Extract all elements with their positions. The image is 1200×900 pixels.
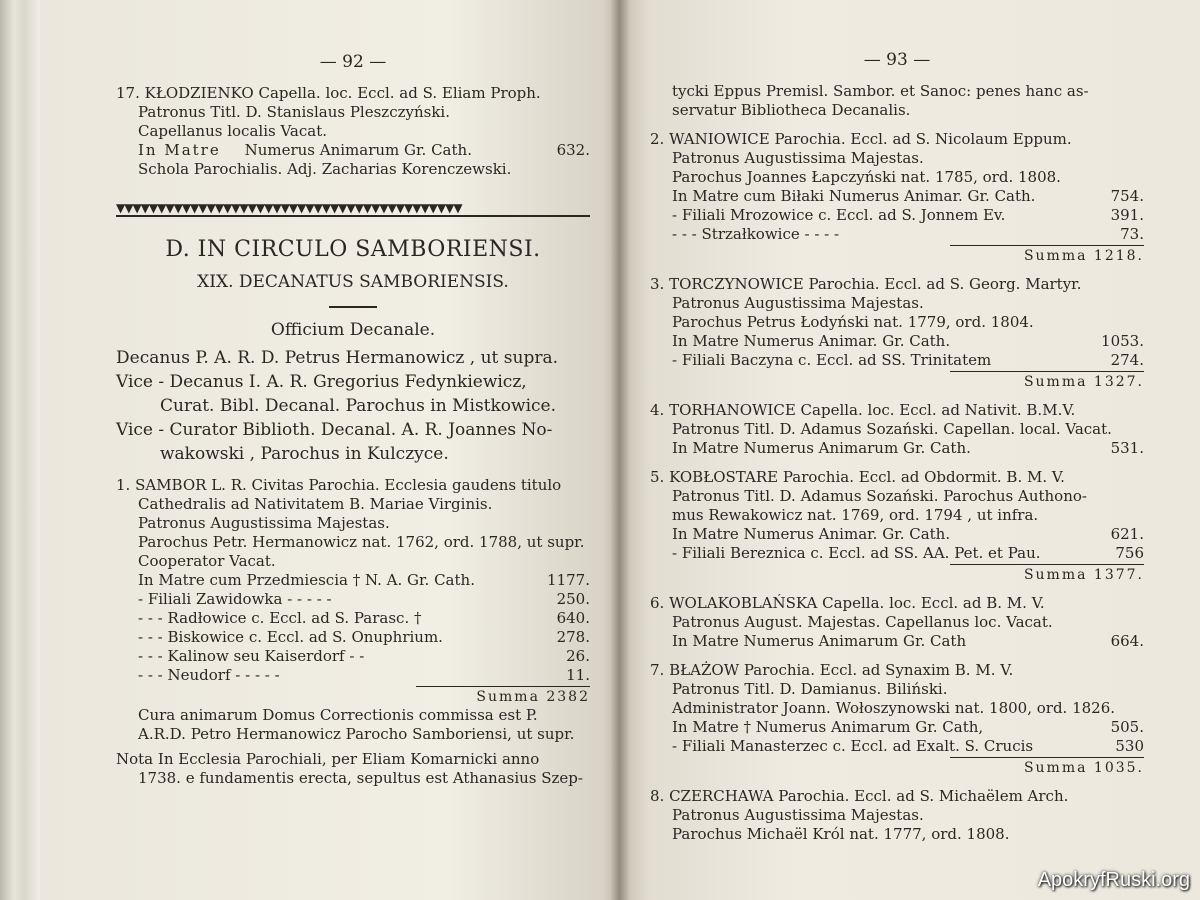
nota-block [116, 750, 590, 788]
soul-count: 756 [1115, 544, 1144, 562]
entry-line: Cura animarum Domus Correctionis commissa est P. [138, 706, 538, 724]
row-label: - - - Neudorf - - - - - [138, 666, 280, 684]
summa-total: Summa 1327. [950, 371, 1144, 391]
officium-line: Vice - Curator Biblioth. Decanal. A. R. Joannes No- [116, 420, 553, 440]
soul-count: 11. [566, 666, 590, 684]
entry-line: Patronus August. Majestas. Capellanus loc. Vacat. [672, 613, 1053, 631]
entry-line: servatur Bibliotheca Decanalis. [672, 101, 911, 119]
row-label: In Matre Numerus Animar. Gr. Cath. [672, 525, 951, 543]
entry-2 [650, 130, 1144, 265]
soul-count: 621. [1110, 525, 1144, 543]
entry-4 [650, 401, 1144, 458]
entry-line: Patronus Augustissima Majestas. [672, 806, 924, 824]
summa-total: Summa 1377. [950, 564, 1144, 584]
population-row [116, 628, 590, 647]
entry-17 [116, 84, 590, 179]
row-label: - Filiali Zawidowka - - - - - [138, 590, 332, 608]
soul-count: 278. [556, 628, 590, 646]
deanery-heading: XIX. DECANATUS SAMBORIENSIS. [197, 272, 509, 292]
entry-8 [650, 787, 1144, 844]
entry-3 [650, 275, 1144, 391]
entry-line: Patronus Augustissima Majestas. [672, 149, 924, 167]
row-label: In Matre Numerus Animarum Gr. Cath [672, 632, 967, 650]
entry-5 [650, 468, 1144, 584]
entry-line: Schola Parochialis. Adj. Zacharias Korenczewski. [138, 160, 512, 178]
row-label: - - - Strzałkowice - - - - [672, 225, 840, 243]
row-label: In Matre Numerus Animarum Gr. Cath. [672, 439, 971, 457]
population-row [116, 571, 590, 590]
entry-line: Patronus Titl. D. Stanislaus Pleszczyński. [138, 103, 450, 121]
matre-label: In Matre [138, 141, 221, 159]
row-label: In Matre Numerus Animar. Gr. Cath. [672, 332, 951, 350]
entry-line: 4. TORHANOWICE Capella. loc. Eccl. ad Nativit. B.M.V. [650, 401, 1076, 419]
officium-line: Vice - Decanus I. A. R. Gregorius Fedynkiewicz, [116, 372, 527, 392]
population-row [650, 632, 1144, 651]
population-row [650, 439, 1144, 458]
row-label: - - - Radłowice c. Eccl. ad S. Parasc. † [138, 609, 422, 627]
nota-line: 1738. e fundamentis erecta, sepultus est Athanasius Szep- [138, 769, 583, 787]
summa-total: Summa 1035. [950, 757, 1144, 777]
entry-line: 8. CZERCHAWA Parochia. Eccl. ad S. Michaëlem Arch. [650, 787, 1069, 805]
ornament-divider: ▼▼▼▼▼▼▼▼▼▼▼▼▼▼▼▼▼▼▼▼▼▼▼▼▼▼▼▼▼▼▼▼▼▼▼▼▼▼▼▼▼▼ [116, 201, 590, 217]
row-label: - Filiali Mrozowice c. Eccl. ad S. Jonnem Ev. [672, 206, 1006, 224]
soul-count: 26. [566, 647, 590, 665]
entry-line: Parochus Petrus Łodyński nat. 1779, ord. 1804. [672, 313, 1034, 331]
population-row [650, 544, 1144, 563]
entry-line: Parochus Joannes Łapczyński nat. 1785, ord. 1808. [672, 168, 1061, 186]
entry-line: 17. KŁODZIENKO Capella. loc. Eccl. ad S. Eliam Proph. [116, 84, 541, 102]
entry-line: tycki Eppus Premisl. Sambor. et Sanoc: penes hanc as- [672, 82, 1089, 100]
soul-count: 73. [1120, 225, 1144, 243]
entry-line: Parochus Petr. Hermanowicz nat. 1762, ord. 1788, ut supr. [138, 533, 585, 551]
population-row [650, 525, 1144, 544]
entry-line: Capellanus localis Vacat. [138, 122, 327, 140]
officium-block [116, 346, 590, 466]
page-edges [0, 0, 40, 900]
page-number: — 93 — [863, 50, 931, 70]
entry-line: 3. TORCZYNOWICE Parochia. Eccl. ad S. Georg. Martyr. [650, 275, 1082, 293]
entry-6 [650, 594, 1144, 651]
officium-line: Decanus P. A. R. D. Petrus Hermanowicz , ut supra. [116, 348, 558, 368]
entry-line: mus Rewakowicz nat. 1769, ord. 1794 , ut infra. [672, 506, 1039, 524]
entry-line: Patronus Titl. D. Adamus Sozański. Capellan. local. Vacat. [672, 420, 1112, 438]
soul-count: 250. [556, 590, 590, 608]
soul-count: 754. [1110, 187, 1144, 205]
population-row [650, 332, 1144, 351]
soul-count: 1053. [1101, 332, 1144, 350]
row-label: - Filiali Bereznica c. Eccl. ad SS. AA. Pet. et Pau. [672, 544, 1041, 562]
population-row [116, 666, 590, 685]
soul-count: 531. [1110, 439, 1144, 457]
row-label: In Matre † Numerus Animarum Gr. Cath, [672, 718, 984, 736]
population-row [650, 737, 1144, 756]
entry-line: Patronus Augustissima Majestas. [138, 514, 390, 532]
matre-row [116, 141, 590, 160]
entry-1 [116, 476, 590, 744]
row-label: - - - Biskowice c. Eccl. ad S. Onuphrium. [138, 628, 443, 646]
watermark: ApokryfRuski.org [1037, 869, 1190, 891]
row-label: - Filiali Manasterzec c. Eccl. ad Exalt. S. Crucis [672, 737, 1034, 755]
population-row [116, 609, 590, 628]
intro-block [650, 82, 1144, 120]
circle-heading: D. IN CIRCULO SAMBORIENSI. [165, 237, 541, 262]
population-row [650, 187, 1144, 206]
entry-line: 5. KOBŁOSTARE Parochia. Eccl. ad Obdormit. B. M. V. [650, 468, 1065, 486]
summa-total: Summa 1218. [950, 245, 1144, 265]
soul-count: 391. [1110, 206, 1144, 224]
officium-line: wakowski , Parochus in Kulczyce. [160, 444, 449, 464]
row-label: - - - Kalinow seu Kaiserdorf - - [138, 647, 365, 665]
entry-line: 2. WANIOWICE Parochia. Eccl. ad S. Nicolaum Eppum. [650, 130, 1072, 148]
population-row [650, 225, 1144, 244]
soul-count: 1177. [547, 571, 590, 589]
entry-line: Cooperator Vacat. [138, 552, 276, 570]
left-page [40, 0, 620, 900]
entry-line: Cathedralis ad Nativitatem B. Mariae Virginis. [138, 495, 493, 513]
population-row [116, 590, 590, 609]
entry-line: 7. BŁAŻOW Parochia. Eccl. ad Synaxim B. M. V. [650, 661, 1014, 679]
entry-line: Patronus Titl. D. Damianus. Biliński. [672, 680, 948, 698]
summa-total: Summa 2382 [416, 686, 590, 706]
heading-rule [329, 306, 377, 308]
book-spine [610, 0, 630, 900]
entry-line: Patronus Augustissima Majestas. [672, 294, 924, 312]
population-row [650, 351, 1144, 370]
soul-count: 505. [1110, 718, 1144, 736]
officium-line: Curat. Bibl. Decanal. Parochus in Mistkowice. [160, 396, 557, 416]
officium-heading: Officium Decanale. [270, 320, 436, 340]
nota-line: Nota In Ecclesia Parochiali, per Eliam Komarnicki anno [116, 750, 540, 768]
right-page [620, 0, 1200, 900]
entry-line: 6. WOLAKOBLAŃSKA Capella. loc. Eccl. ad B. M. V. [650, 594, 1045, 612]
soul-count: 632. [556, 141, 590, 159]
row-label: In Matre cum Przedmiescia † N. A. Gr. Cath. [138, 571, 475, 589]
population-row [650, 718, 1144, 737]
entry-line: Administrator Joann. Wołoszynowski nat. 1800, ord. 1826. [672, 699, 1116, 717]
entry-7 [650, 661, 1144, 777]
page-number: — 92 — [319, 52, 387, 72]
row-label: - Filiali Baczyna c. Eccl. ad SS. Trinitatem [672, 351, 992, 369]
entry-line: 1. SAMBOR L. R. Civitas Parochia. Ecclesia gaudens titulo [116, 476, 562, 494]
row-label: In Matre cum Biłaki Numerus Animar. Gr. Cath. [672, 187, 1036, 205]
entry-line: Parochus Michaël Król nat. 1777, ord. 1808. [672, 825, 1010, 843]
soul-count: 640. [556, 609, 590, 627]
soul-count: 530 [1115, 737, 1144, 755]
entry-line: A.R.D. Petro Hermanowicz Parocho Samboriensi, ut supr. [138, 725, 575, 743]
population-row [116, 647, 590, 666]
soul-count: 274. [1110, 351, 1144, 369]
entry-line: Patronus Titl. D. Adamus Sozański. Parochus Authono- [672, 487, 1087, 505]
soul-count: 664. [1110, 632, 1144, 650]
population-row [650, 206, 1144, 225]
matre-text: Numerus Animarum Gr. Cath. [244, 141, 472, 159]
